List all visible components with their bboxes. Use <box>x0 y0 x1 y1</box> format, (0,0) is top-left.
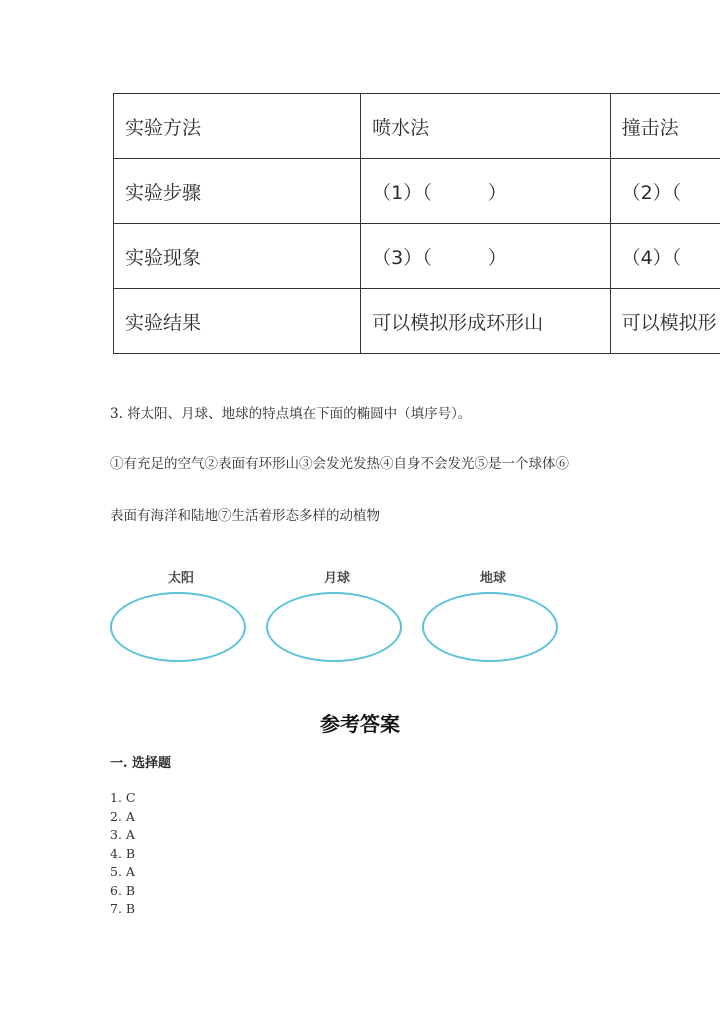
table-cell: 可以模拟形成环形山 <box>361 289 610 354</box>
ellipse-label-earth: 地球 <box>479 571 506 586</box>
table-cell: 喷水法 <box>361 94 610 159</box>
earth-ellipse-group <box>422 568 564 662</box>
table-cell <box>361 224 610 289</box>
table-cell <box>361 159 610 224</box>
moon-ellipse-group <box>266 568 408 662</box>
table-cell: 撞击法 <box>610 94 720 159</box>
table-row <box>114 94 720 159</box>
table-row <box>114 159 720 224</box>
moon-answer-ellipse[interactable] <box>266 592 402 662</box>
list-item: 6. B <box>110 882 136 898</box>
sun-answer-ellipse[interactable] <box>110 592 246 662</box>
table-cell: 实验方法 <box>114 94 361 159</box>
list-item: 7. B <box>110 901 136 916</box>
question-3-options-line-1: ①有充足的空气②表面有环形山③会发光发热④自身不会发光⑤是一个球体⑥ <box>110 456 569 472</box>
table-row <box>114 224 720 289</box>
table-cell: （4）（ <box>610 224 720 289</box>
table-cell: 实验步骤 <box>114 159 361 224</box>
list-item: 4. B <box>110 845 136 861</box>
blank-open: （1）（ <box>372 181 432 204</box>
table-cell: （2）（ <box>610 159 720 224</box>
blank-close: ） <box>487 246 507 269</box>
ellipse-label-sun: 太阳 <box>167 571 194 586</box>
sun-ellipse-group <box>110 568 252 662</box>
blank-open: （3）（ <box>372 246 432 269</box>
table-cell: 可以模拟形 <box>610 289 720 354</box>
list-item: 5. A <box>110 864 135 879</box>
question-3-title: 3. 将太阳、月球、地球的特点填在下面的椭圆中（填序号）。 <box>110 406 472 422</box>
answer-list <box>110 789 135 919</box>
table-cell: 实验结果 <box>114 289 361 354</box>
question-3-options-line-2: 表面有海洋和陆地⑦生活着形态多样的动植物 <box>110 508 380 524</box>
blank-close: ） <box>487 181 507 204</box>
earth-answer-ellipse[interactable] <box>422 592 558 662</box>
table-cell: 实验现象 <box>114 224 361 289</box>
table-row <box>114 289 720 354</box>
list-item: 2. A <box>110 808 135 824</box>
section-title-choice: 一. 选择题 <box>110 756 172 771</box>
ellipse-label-moon: 月球 <box>323 571 350 586</box>
experiment-table <box>113 93 720 354</box>
answer-key-heading: 参考答案 <box>320 712 400 736</box>
list-item: 1. C <box>110 790 136 805</box>
list-item: 3. A <box>110 827 135 842</box>
